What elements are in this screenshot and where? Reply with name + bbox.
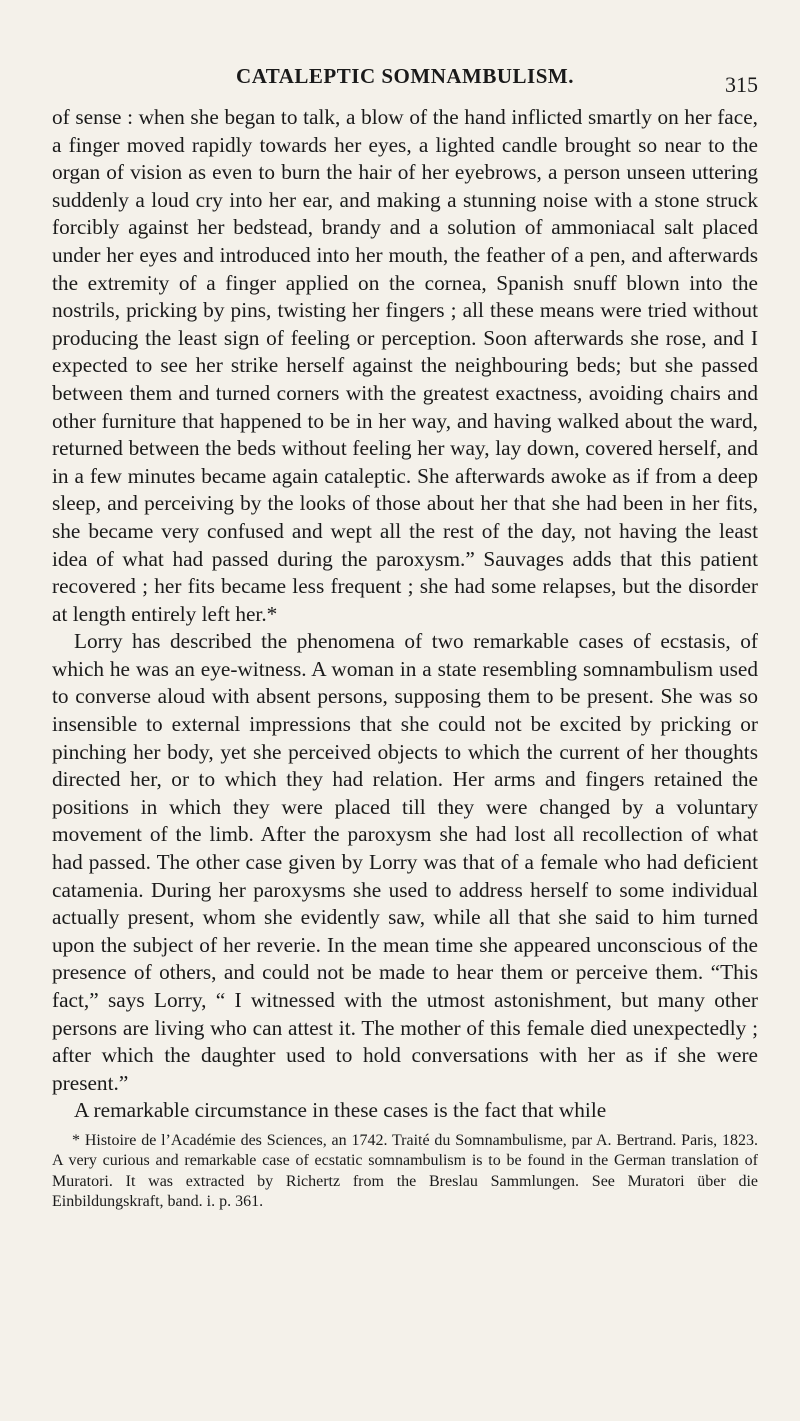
book-page	[52, 0, 758, 1421]
running-head	[52, 0, 758, 104]
paragraph-continued: of sense : when she began to talk, a blow of the hand inflicted smartly on her face, a finger moved rapidly towards her eyes, a lighted candle brought so near to the organ of vision as even to burn the hair of her eyebrows, a person unseen uttering suddenly a loud cry into her ear, and making a stunning noise with a stone struck forcibly against her bedstead, brandy and a solution of ammoniacal salt placed under her eyes and introduced into her mouth, the feather of a pen, and afterwards the extremity of a finger applied on the cornea, Spanish snuff blown into the nostrils, pricking by pins, twisting her fingers ; all these means were tried without producing the least sign of feeling or perception. Soon afterwards she rose, and I expected to see her strike herself against the neighbouring beds; but she passed between them and turned corners with the greatest exactness, avoiding chairs and other furniture that happened to be in her way, and having walked about the ward, returned between the beds without feeling her way, lay down, covered herself, and in a few minutes became again cataleptic. She afterwards awoke as if from a deep sleep, and perceiving by the looks of those about her that she had been in her fits, she became very confused and wept all the rest of the day, not having the least idea of what had passed during the paroxysm.” Sauvages adds that this patient recovered ; her fits became less frequent ; she had some relapses, but the disorder at length entirely left her.*	[52, 105, 758, 626]
paragraph-remarkable-circumstance: A remarkable circumstance in these cases is the fact that while	[74, 1098, 607, 1123]
footnote: * Histoire de l’Académie des Sciences, an 1742. Traité du Somnambulisme, par A. Bertrand. Paris, 1823. A very curious and remarkable case of ecstatic somnambulism is to be found in the German translation of Muratori. It was extracted by Richertz from the Breslau Sammlungen. See Muratori über die Einbildungskraft, band. i. p. 361.	[52, 1131, 758, 1211]
body-text	[52, 104, 758, 1125]
running-title: CATALEPTIC SOMNAMBULISM.	[236, 64, 574, 88]
page-number: 315	[725, 72, 758, 97]
paragraph-lorry-cases: Lorry has described the phenomena of two remarkable cases of ecstasis, of which he was an eye-witness. A woman in a state resembling somnambulism used to converse aloud with absent persons, supposing them to be present. She was so insensible to external impressions that she could not be excited by pricking or pinching her body, yet she perceived objects to which the current of her thoughts directed her, or to which they had relation. Her arms and fingers retained the positions in which they were placed till they were changed by a voluntary movement of the limb. After the paroxysm she had lost all recollection of what had passed. The other case given by Lorry was that of a female who had deficient catamenia. During her paroxysms she used to address herself to some individual actually present, whom she evidently saw, while all that she said to him turned upon the subject of her reverie. In the mean time she appeared unconscious of the presence of others, and could not be made to hear them or perceive them. “This fact,” says Lorry, “ I witnessed with the utmost astonishment, but many other persons are living who can attest it. The mother of this female died unexpectedly ; after which the daughter used to hold conversations with her as if she were present.”	[52, 629, 758, 1095]
